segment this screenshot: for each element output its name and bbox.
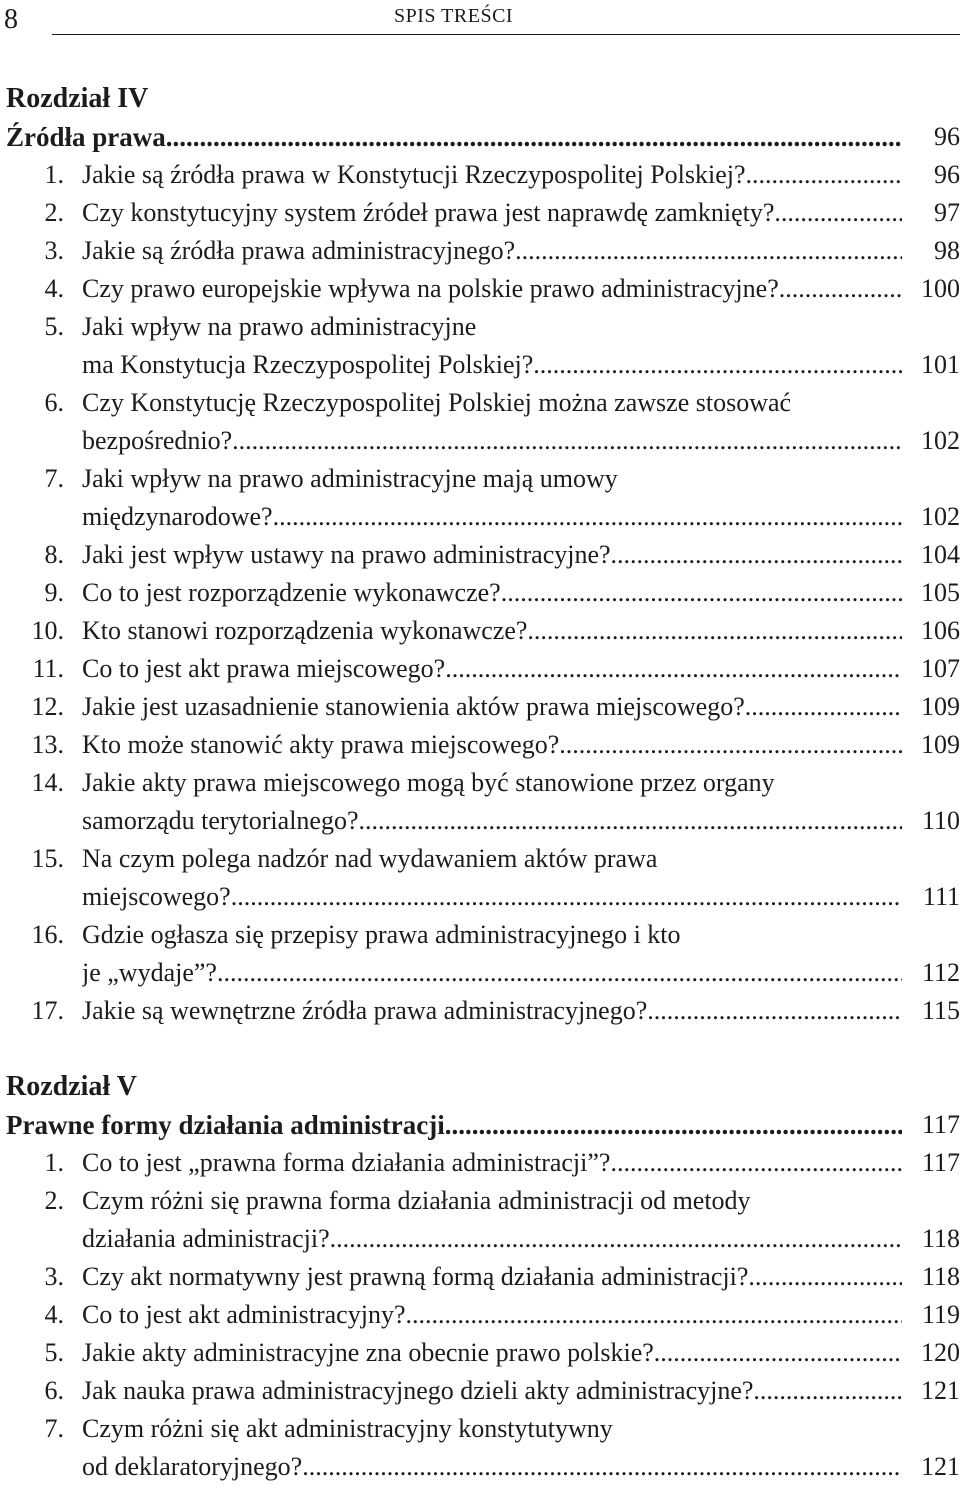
toc-entry-line bbox=[6, 194, 960, 232]
page-ref: 121 bbox=[921, 1376, 960, 1405]
entry-number: 2. bbox=[44, 1186, 64, 1215]
entry-text: Na czym polega nadzór nad wydawaniem aktów prawa bbox=[82, 844, 658, 873]
page-ref: 119 bbox=[921, 1300, 960, 1329]
toc-entry-line bbox=[6, 156, 960, 194]
page-ref: 98 bbox=[934, 236, 960, 265]
chapter-title-row bbox=[6, 1106, 960, 1144]
entry-text: działania administracji? ..... bbox=[82, 1220, 902, 1258]
toc-entry-line bbox=[6, 878, 960, 916]
entry-text: Czy akt normatywny jest prawną formą działania administracji? ..... bbox=[82, 1258, 902, 1296]
entry-text: Czy prawo europejskie wpływa na polskie prawo administracyjne? ..... bbox=[82, 270, 902, 308]
entry-number: 4. bbox=[44, 1300, 64, 1329]
entry-text: Jaki jest wpływ ustawy na prawo administracyjne? ..... bbox=[82, 536, 902, 574]
entry-number: 15. bbox=[31, 844, 64, 873]
page-ref: 109 bbox=[921, 692, 960, 721]
page-ref: 109 bbox=[921, 730, 960, 759]
entry-text: Kto stanowi rozporządzenia wykonawcze? ..... bbox=[82, 612, 902, 650]
entry-text: Jakie są źródła prawa w Konstytucji Rzeczypospolitej Polskiej? ..... bbox=[82, 156, 902, 194]
entry-text: Jakie są wewnętrzne źródła prawa administracyjnego? ..... bbox=[82, 992, 902, 1030]
toc-entry-line bbox=[6, 232, 960, 270]
page-ref: 96 bbox=[934, 122, 960, 151]
entry-number: 6. bbox=[44, 1376, 64, 1405]
entry-text: je „wydaje”? ..... bbox=[82, 954, 902, 992]
entry-text: Co to jest „prawna forma działania administracji”? ..... bbox=[82, 1144, 902, 1182]
page-ref: 112 bbox=[921, 958, 960, 987]
entry-text: Jakie jest uzasadnienie stanowienia aktów prawa miejscowego? ..... bbox=[82, 688, 902, 726]
page-ref: 100 bbox=[921, 274, 960, 303]
chapter-label: Rozdział V bbox=[6, 1071, 137, 1102]
toc-entry-line bbox=[6, 916, 960, 954]
entry-number: 5. bbox=[44, 1338, 64, 1367]
page-ref: 105 bbox=[921, 578, 960, 607]
entry-text: Czym różni się prawna forma działania administracji od metody bbox=[82, 1186, 751, 1215]
entry-number: 11. bbox=[32, 654, 64, 683]
entry-text: Jaki wpływ na prawo administracyjne mają umowy bbox=[82, 464, 618, 493]
toc-entry-line bbox=[6, 612, 960, 650]
entry-text: od deklaratoryjnego? ..... bbox=[82, 1448, 902, 1486]
page-ref: 120 bbox=[921, 1338, 960, 1367]
entry-number: 8. bbox=[44, 540, 64, 569]
entry-number: 3. bbox=[44, 1262, 64, 1291]
entry-text: Co to jest akt administracyjny? ..... bbox=[82, 1296, 902, 1334]
page-ref: 106 bbox=[921, 616, 960, 645]
entry-number: 14. bbox=[31, 768, 64, 797]
entry-text: Jak nauka prawa administracyjnego dzieli akty administracyjne? ..... bbox=[82, 1372, 902, 1410]
page-header bbox=[0, 0, 960, 36]
toc-entry-line bbox=[6, 574, 960, 612]
toc-entry-line bbox=[6, 1296, 960, 1334]
entry-number: 6. bbox=[44, 388, 64, 417]
page-ref: 110 bbox=[921, 806, 960, 835]
chapter-label: Rozdział IV bbox=[6, 83, 149, 114]
page-ref: 118 bbox=[921, 1262, 960, 1291]
entry-number: 16. bbox=[31, 920, 64, 949]
page-ref: 121 bbox=[921, 1452, 960, 1481]
page-ref: 102 bbox=[921, 502, 960, 531]
toc-entry-line bbox=[6, 992, 960, 1030]
entry-text: Jakie akty administracyjne zna obecnie prawo polskie? ..... bbox=[82, 1334, 902, 1372]
toc-entry-line bbox=[6, 1410, 960, 1448]
entry-text: Czy Konstytucję Rzeczypospolitej Polskiej można zawsze stosować bbox=[82, 388, 792, 417]
toc-entry-line bbox=[6, 1144, 960, 1182]
page-ref: 115 bbox=[921, 996, 960, 1025]
page-ref: 117 bbox=[921, 1148, 960, 1177]
toc-entry-line bbox=[6, 422, 960, 460]
header-rule bbox=[52, 34, 960, 35]
entry-text: Co to jest rozporządzenie wykonawcze? ..... bbox=[82, 574, 902, 612]
page-ref: 97 bbox=[934, 198, 960, 227]
toc-entry-line bbox=[6, 954, 960, 992]
toc-entry-line bbox=[6, 688, 960, 726]
toc-entry-line bbox=[6, 726, 960, 764]
toc-entry-line bbox=[6, 498, 960, 536]
chapter-iv bbox=[6, 80, 960, 1030]
entry-number: 13. bbox=[31, 730, 64, 759]
toc-entry-line bbox=[6, 384, 960, 422]
entry-text: ma Konstytucja Rzeczypospolitej Polskiej? ..... bbox=[82, 346, 902, 384]
toc-entry-line bbox=[6, 536, 960, 574]
entry-text: międzynarodowe? ..... bbox=[82, 498, 902, 536]
entry-number: 7. bbox=[44, 1414, 64, 1443]
toc-entry-line bbox=[6, 270, 960, 308]
entry-text: samorządu terytorialnego? ..... bbox=[82, 802, 902, 840]
page-ref: 118 bbox=[921, 1224, 960, 1253]
entry-text: Gdzie ogłasza się przepisy prawa administracyjnego i kto bbox=[82, 920, 681, 949]
entry-number: 3. bbox=[44, 236, 64, 265]
entry-text: bezpośrednio? ..... bbox=[82, 422, 902, 460]
page-ref: 102 bbox=[921, 426, 960, 455]
toc-entry-line bbox=[6, 308, 960, 346]
entry-number: 12. bbox=[31, 692, 64, 721]
chapter-v bbox=[6, 1068, 960, 1486]
page-number: 8 bbox=[4, 4, 18, 35]
toc-entry-line bbox=[6, 650, 960, 688]
entry-text: Jakie są źródła prawa administracyjnego? ..... bbox=[82, 232, 902, 270]
page-ref: 107 bbox=[921, 654, 960, 683]
page-ref: 104 bbox=[921, 540, 960, 569]
running-title: SPIS TREŚCI bbox=[394, 5, 514, 27]
toc-entry-line bbox=[6, 1372, 960, 1410]
toc-entry-line bbox=[6, 1182, 960, 1220]
entry-number: 10. bbox=[31, 616, 64, 645]
entry-number: 4. bbox=[44, 274, 64, 303]
entry-text: miejscowego? ..... bbox=[82, 878, 902, 916]
chapter-title: Prawne formy działania administracji ..... bbox=[6, 1106, 902, 1144]
entry-number: 1. bbox=[44, 1148, 64, 1177]
toc-entry-line bbox=[6, 1334, 960, 1372]
toc-entry-line bbox=[6, 840, 960, 878]
entry-number: 7. bbox=[44, 464, 64, 493]
entry-number: 17. bbox=[31, 996, 64, 1025]
entry-number: 5. bbox=[44, 312, 64, 341]
chapter-title: Źródła prawa ..... bbox=[6, 118, 902, 156]
toc-entry-line bbox=[6, 1220, 960, 1258]
toc-entry-line bbox=[6, 1448, 960, 1486]
toc-entry-line bbox=[6, 1258, 960, 1296]
page-ref: 96 bbox=[934, 160, 960, 189]
entry-text: Czym różni się akt administracyjny konstytutywny bbox=[82, 1414, 613, 1443]
entry-number: 9. bbox=[44, 578, 64, 607]
entry-number: 1. bbox=[44, 160, 64, 189]
toc-entry-line bbox=[6, 346, 960, 384]
page-ref: 111 bbox=[922, 882, 960, 911]
page-ref: 117 bbox=[921, 1110, 960, 1139]
chapter-title-row bbox=[6, 118, 960, 156]
entry-text: Jakie akty prawa miejscowego mogą być stanowione przez organy bbox=[82, 768, 775, 797]
entry-text: Czy konstytucyjny system źródeł prawa jest naprawdę zamknięty? ..... bbox=[82, 194, 902, 232]
page-ref: 101 bbox=[921, 350, 960, 379]
toc-entry-line bbox=[6, 460, 960, 498]
toc-entry-line bbox=[6, 764, 960, 802]
entry-text: Jaki wpływ na prawo administracyjne bbox=[82, 312, 477, 341]
toc-entry-line bbox=[6, 802, 960, 840]
entry-number: 2. bbox=[44, 198, 64, 227]
entry-text: Co to jest akt prawa miejscowego? ..... bbox=[82, 650, 902, 688]
entry-text: Kto może stanowić akty prawa miejscowego? ..... bbox=[82, 726, 902, 764]
